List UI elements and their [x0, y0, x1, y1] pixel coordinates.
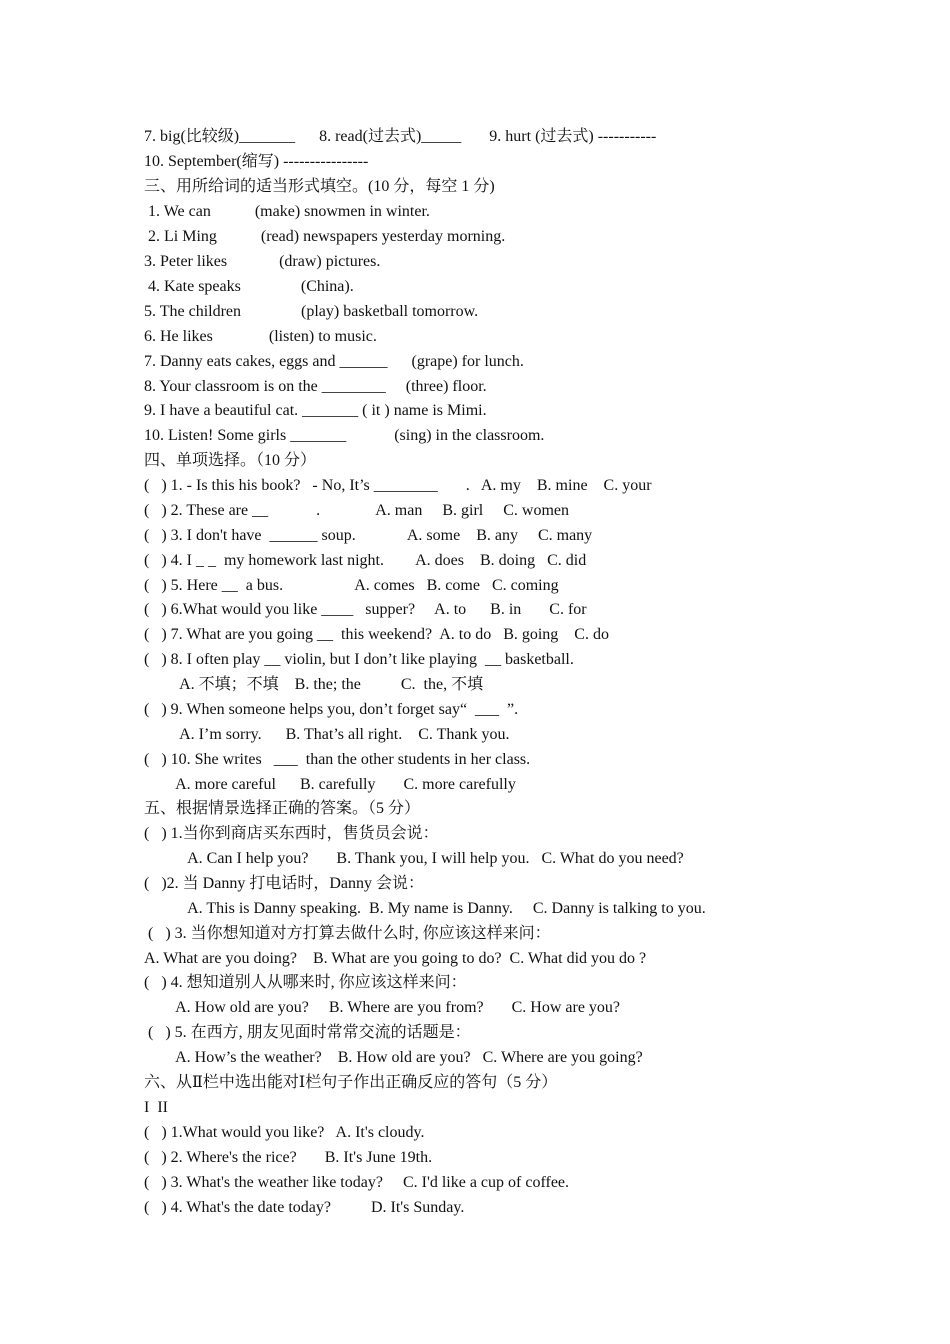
section-3-heading: 三、用所给词的适当形式填空。(10 分，每空 1 分): [144, 178, 495, 195]
situation-item-3: ( ) 3. 当你想知道对方打算去做什么时, 你应该这样来问：: [144, 925, 551, 942]
column-headers: I II: [144, 1099, 168, 1116]
situation-item-4: ( ) 4. 想知道别人从哪来时, 你应该这样来问：: [144, 974, 467, 991]
section-5-heading: 五、根据情景选择正确的答案。（5 分）: [144, 800, 421, 817]
choice-item-1: ( ) 1. - Is this his book? - No, It’s ________ . A. my B. mine C. your: [144, 477, 652, 494]
situation-item-1: ( ) 1.当你到商店买东西时，售货员会说：: [144, 825, 439, 842]
choice-item-4: ( ) 4. I _ _ my homework last night. A. does B. doing C. did: [144, 552, 587, 569]
choice-item-9-options: A. I’m sorry. B. That’s all right. C. Thank you.: [144, 726, 510, 743]
situation-item-4-options: A. How old are you? B. Where are you from? C. How are you?: [144, 999, 621, 1016]
choice-item-6: ( ) 6.What would you like ____ supper? A. to B. in C. for: [144, 601, 587, 618]
fill-blank-item-10: 10. Listen! Some girls _______ (sing) in the classroom.: [144, 427, 545, 444]
choice-item-8: ( ) 8. I often play __ violin, but I don’t like playing __ basketball.: [144, 651, 574, 668]
fill-blank-item-2: 2. Li Ming (read) newspapers yesterday morning.: [144, 228, 506, 245]
situation-item-3-options: A. What are you doing? B. What are you going to do? C. What did you do ?: [144, 950, 647, 967]
situation-item-2: ( )2. 当 Danny 打电话时，Danny 会说：: [144, 875, 424, 892]
situation-item-5: ( ) 5. 在西方, 朋友见面时常常交流的话题是：: [144, 1024, 471, 1041]
section-6-heading: 六、从Ⅱ栏中选出能对Ⅰ栏句子作出正确反应的答句（5 分）: [144, 1074, 558, 1091]
match-item-3: ( ) 3. What's the weather like today? C. I'd like a cup of coffee.: [144, 1174, 570, 1191]
fill-blank-item-8: 8. Your classroom is on the ________ (three) floor.: [144, 378, 487, 395]
situation-item-5-options: A. How’s the weather? B. How old are you? C. Where are you going?: [144, 1049, 643, 1066]
situation-item-2-options: A. This is Danny speaking. B. My name is Danny. C. Danny is talking to you.: [144, 900, 706, 917]
choice-item-8-options: A. 不填；不填 B. the; the C. the, 不填: [144, 676, 484, 693]
choice-item-2: ( ) 2. These are __ . A. man B. girl C. women: [144, 502, 569, 519]
match-item-4: ( ) 4. What's the date today? D. It's Sunday.: [144, 1199, 465, 1216]
fill-blank-item-5: 5. The children (play) basketball tomorrow.: [144, 303, 479, 320]
choice-item-9: ( ) 9. When someone helps you, don’t forget say“ ___ ”.: [144, 701, 519, 718]
section-4-heading: 四、单项选择。（10 分）: [144, 452, 317, 469]
choice-item-10: ( ) 10. She writes ___ than the other students in her class.: [144, 751, 531, 768]
fill-blank-item-9: 9. I have a beautiful cat. _______ ( it ) name is Mimi.: [144, 402, 487, 419]
fill-blank-item-7: 7. Danny eats cakes, eggs and ______ (grape) for lunch.: [144, 353, 524, 370]
word-form-line-10: 10. September(缩写) ----------------: [144, 153, 369, 170]
fill-blank-item-6: 6. He likes (listen) to music.: [144, 328, 377, 345]
match-item-1: ( ) 1.What would you like? A. It's cloudy.: [144, 1124, 425, 1141]
word-form-line-7-9: 7. big(比较级)_______ 8. read(过去式)_____ 9. hurt (过去式) -----------: [144, 128, 657, 145]
situation-item-1-options: A. Can I help you? B. Thank you, I will help you. C. What do you need?: [144, 850, 684, 867]
choice-item-10-options: A. more careful B. carefully C. more carefully: [144, 776, 516, 793]
choice-item-3: ( ) 3. I don't have ______ soup. A. some B. any C. many: [144, 527, 593, 544]
fill-blank-item-4: 4. Kate speaks (China).: [144, 278, 354, 295]
match-item-2: ( ) 2. Where's the rice? B. It's June 19th.: [144, 1149, 433, 1166]
fill-blank-item-1: 1. We can (make) snowmen in winter.: [144, 203, 430, 220]
choice-item-5: ( ) 5. Here __ a bus. A. comes B. come C. coming: [144, 577, 559, 594]
fill-blank-item-3: 3. Peter likes (draw) pictures.: [144, 253, 381, 270]
choice-item-7: ( ) 7. What are you going __ this weekend? A. to do B. going C. do: [144, 626, 609, 643]
